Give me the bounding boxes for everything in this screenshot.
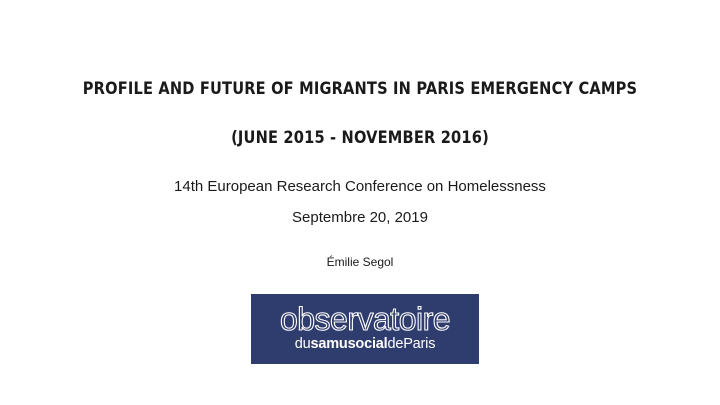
observatoire-samusocial-logo <box>251 294 479 364</box>
slide-title-line-2: (JUNE 2015 - NOVEMBER 2016) <box>231 128 489 148</box>
slide-title-line-1: PROFILE AND FUTURE OF MIGRANTS IN PARIS EMERGENCY CAMPS <box>82 79 638 99</box>
author-name: Émilie Segol <box>326 255 394 269</box>
logo-sub-prefix: du <box>294 336 311 352</box>
conference-name: 14th European Research Conference on Homelessness <box>174 178 546 195</box>
logo-sub-bold: samusocial <box>310 336 388 352</box>
logo-main-text: observatoire <box>279 301 451 337</box>
logo-subtitle <box>251 336 479 352</box>
presentation-date: Septembre 20, 2019 <box>292 209 428 226</box>
logo-sub-suffix: deParis <box>387 336 436 352</box>
